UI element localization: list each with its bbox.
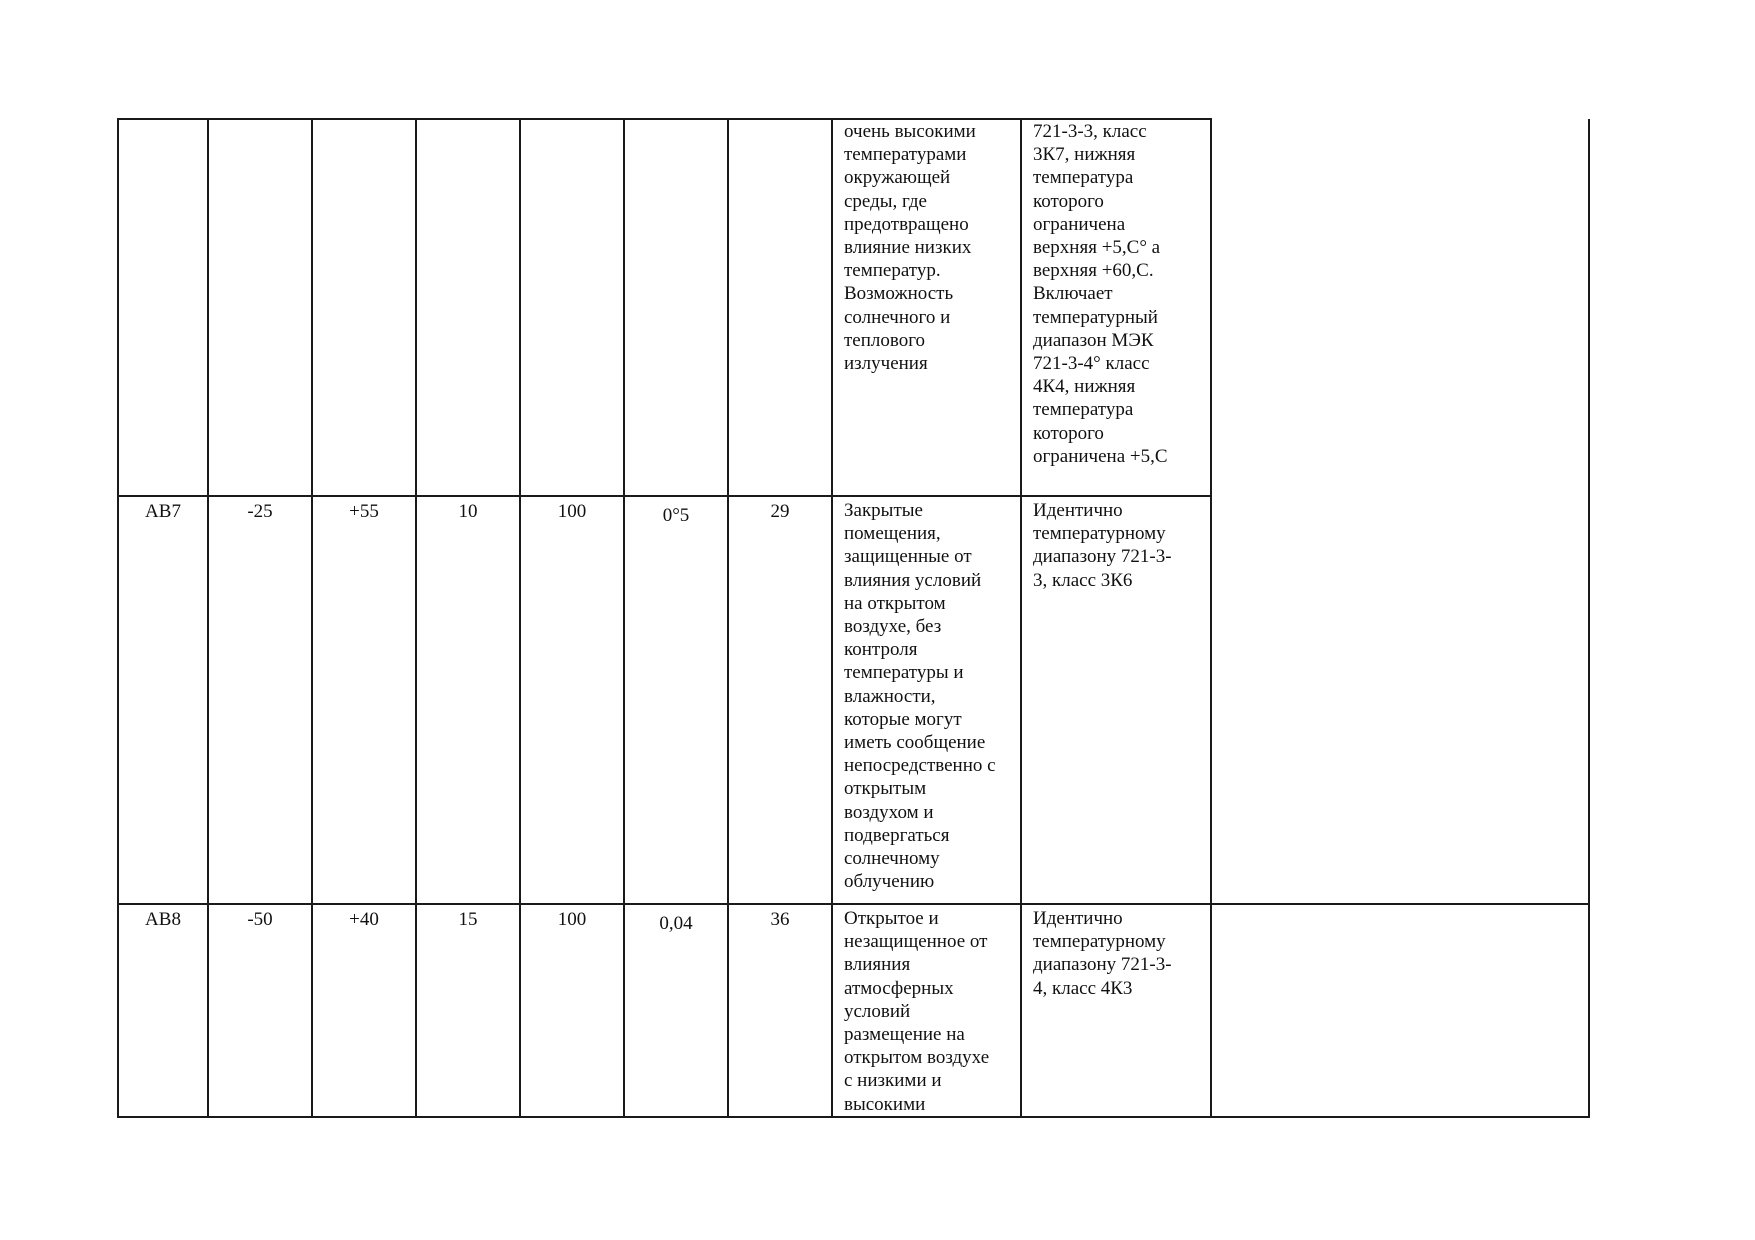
description-cell: Закрытые помещения, защищенные от влияния условий на открытом воздухе, без контроля температуры и влажности, которые могут иметь сообщение непосредственно с открытым воздухом и подвергаться солнечному облучению (832, 496, 1021, 904)
abs-humidity-cell: 36 (728, 904, 832, 1117)
equivalence-cell: Идентично температурному диапазону 721-3- 4, класс 4К3 (1021, 904, 1211, 1117)
temp-max-cell (312, 119, 416, 496)
abs-humidity-cell: 29 (728, 496, 832, 904)
table-row (118, 496, 1589, 904)
blank-cell (1211, 496, 1589, 904)
rate-cell: 0°5 (624, 496, 728, 904)
code-cell (118, 119, 208, 496)
table-row (118, 904, 1589, 1117)
code-cell: АВ7 (118, 496, 208, 904)
table-row (118, 119, 1589, 496)
temp-min-cell: -25 (208, 496, 312, 904)
blank-cell (1211, 904, 1589, 1117)
climate-class-table (117, 118, 1590, 1118)
humidity-min-cell (416, 119, 520, 496)
rate-cell (624, 119, 728, 496)
temp-min-cell: -50 (208, 904, 312, 1117)
humidity-max-cell: 100 (520, 904, 624, 1117)
equivalence-cell: 721-3-3, класс 3К7, нижняя температура которого ограничена верхняя +5,С° а верхняя +60,С. Включает температурный диапазон МЭК 721-3-4° класс 4К4, нижняя температура которого ограничена +5,С (1021, 119, 1211, 496)
humidity-min-cell: 15 (416, 904, 520, 1117)
description-cell: очень высокими температурами окружающей среды, где предотвращено влияние низких температур. Возможность солнечного и теплового излучения (832, 119, 1021, 496)
equivalence-cell: Идентично температурному диапазону 721-3- 3, класс 3К6 (1021, 496, 1211, 904)
code-cell: АВ8 (118, 904, 208, 1117)
rate-cell: 0,04 (624, 904, 728, 1117)
abs-humidity-cell (728, 119, 832, 496)
temp-max-cell: +55 (312, 496, 416, 904)
humidity-min-cell: 10 (416, 496, 520, 904)
blank-cell (1211, 119, 1589, 496)
temp-min-cell (208, 119, 312, 496)
temp-max-cell: +40 (312, 904, 416, 1117)
humidity-max-cell (520, 119, 624, 496)
description-cell: Открытое и незащищенное от влияния атмосферных условий размещение на открытом воздухе с низкими и высокими (832, 904, 1021, 1117)
humidity-max-cell: 100 (520, 496, 624, 904)
